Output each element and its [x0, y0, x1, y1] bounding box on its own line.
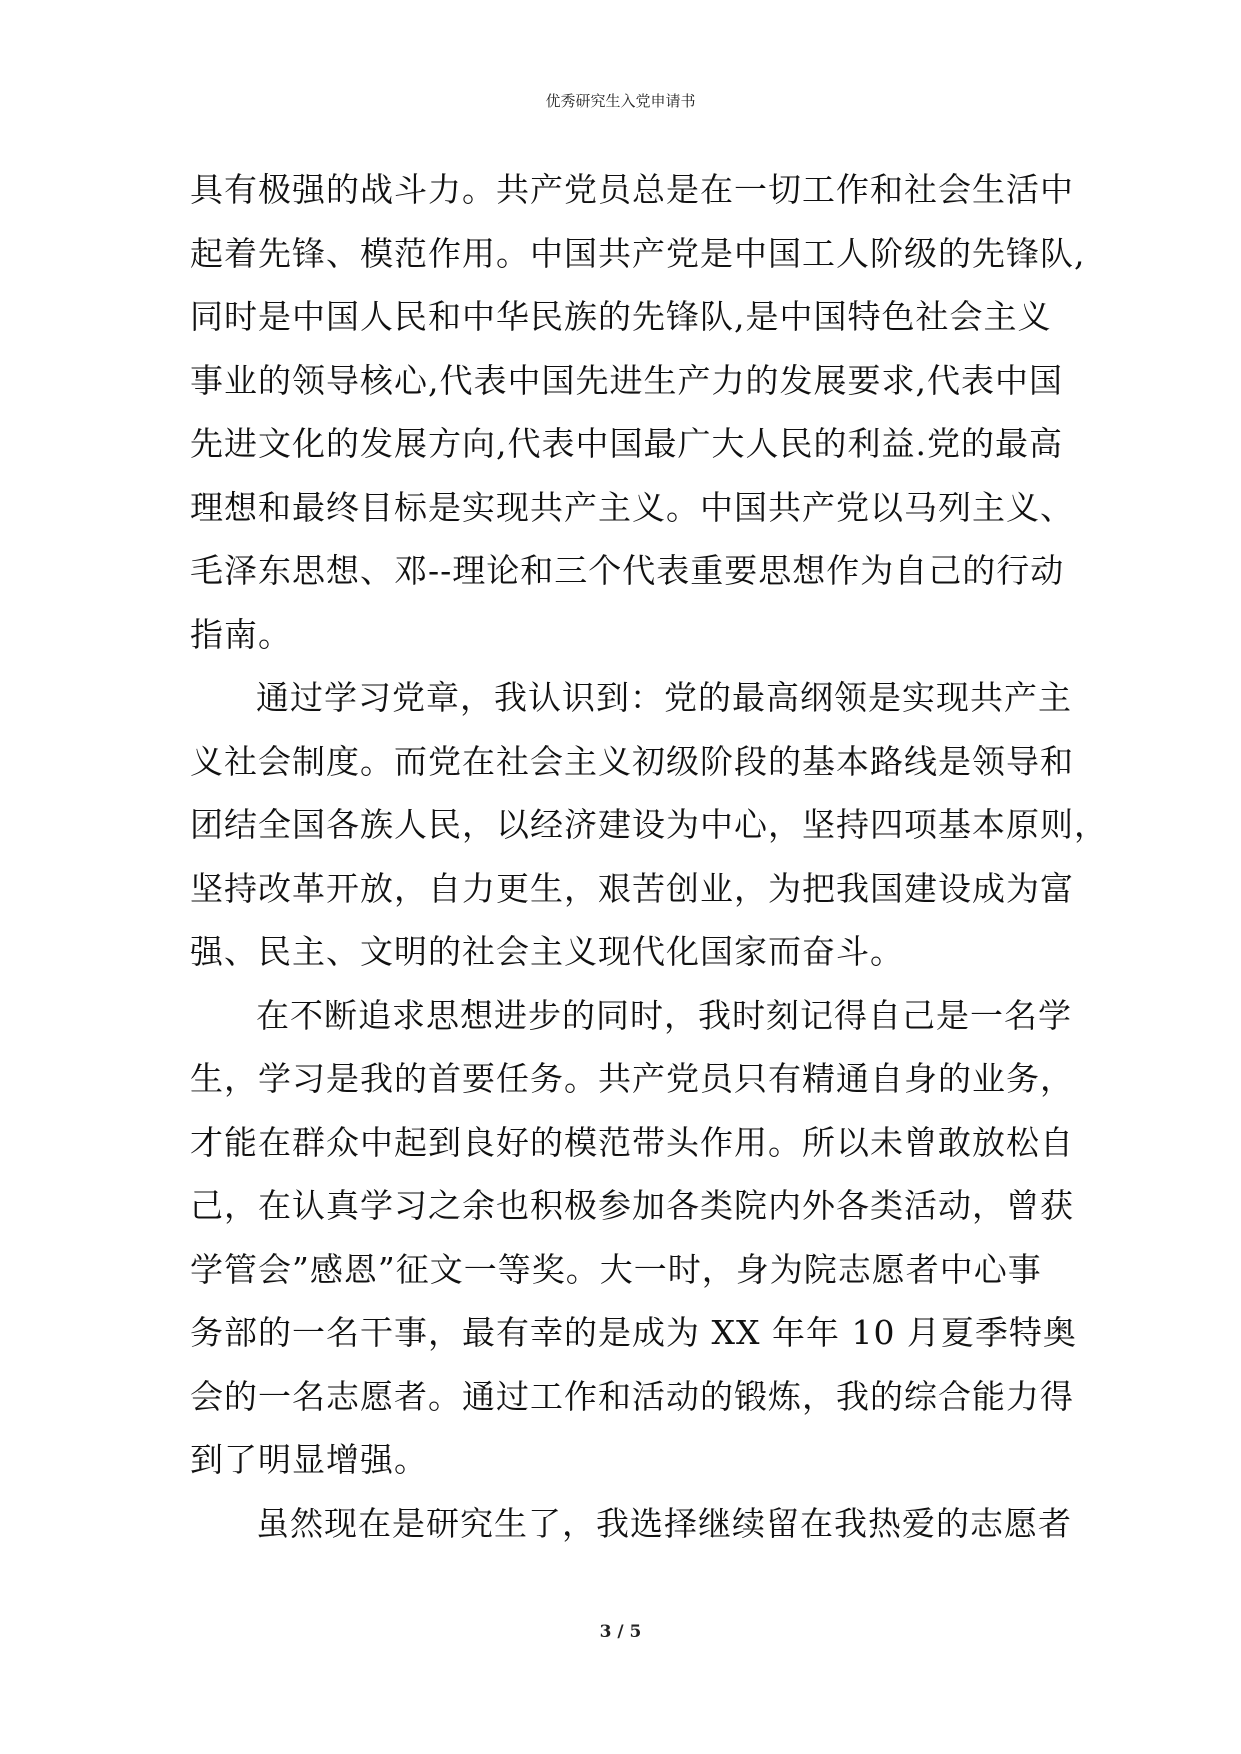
- paragraph-start-line: 在不断追求思想进步的同时，我时刻记得自己是一名学: [256, 995, 1072, 1035]
- text-line: 具有极强的战斗力。共产党员总是在一切工作和社会生活中: [190, 170, 1074, 209]
- text-line: 义社会制度。而党在社会主义初级阶段的基本路线是领导和: [190, 741, 1074, 781]
- text-line: 学管会”感恩”征文一等奖。大一时，身为院志愿者中心事: [190, 1249, 1042, 1289]
- text-line: 起着先锋、模范作用。中国共产党是中国工人阶级的先锋队,: [190, 233, 1086, 273]
- page-header-title: 优秀研究生入党申请书: [545, 92, 696, 110]
- text-line: 坚持改革开放，自力更生，艰苦创业，为把我国建设成为富: [190, 868, 1074, 908]
- text-line: 先进文化的发展方向,代表中国最广大人民的利益.党的最高: [190, 424, 1063, 463]
- paragraph-start-line: 虽然现在是研究生了，我选择继续留在我热爱的志愿者: [256, 1503, 1072, 1543]
- text-line: 才能在群众中起到良好的模范带头作用。所以未曾敢放松自: [190, 1122, 1074, 1162]
- text-line: 会的一名志愿者。通过工作和活动的锻炼，我的综合能力得: [190, 1376, 1074, 1416]
- text-line: 事业的领导核心,代表中国先进生产力的发展要求,代表中国: [190, 360, 1063, 400]
- text-line: 同时是中国人民和中华民族的先锋队,是中国特色社会主义: [190, 297, 1052, 336]
- page-number: 3 / 5: [599, 1622, 642, 1642]
- text-line: 到了明显增强。: [190, 1440, 428, 1479]
- text-line: 毛泽东思想、邓--理论和三个代表重要思想作为自己的行动: [190, 551, 1065, 590]
- text-line: 团结全国各族人民，以经济建设为中心，坚持四项基本原则，: [190, 805, 1108, 844]
- text-line: 务部的一名干事，最有幸的是成为 XX 年年 10 月夏季特奥: [190, 1313, 1077, 1352]
- document-body: [190, 158, 1108, 1555]
- text-line: 强、民主、文明的社会主义现代化国家而奋斗。: [190, 932, 904, 971]
- text-line: 指南。: [190, 614, 292, 654]
- text-line: 理想和最终目标是实现共产主义。中国共产党以马列主义、: [190, 487, 1074, 527]
- paragraph-start-line: 通过学习党章，我认识到：党的最高纲领是实现共产主: [256, 678, 1072, 717]
- text-line: 己，在认真学习之余也积极参加各类院内外各类活动，曾获: [190, 1186, 1074, 1225]
- text-line: 生，学习是我的首要任务。共产党员只有精通自身的业务，: [190, 1059, 1074, 1098]
